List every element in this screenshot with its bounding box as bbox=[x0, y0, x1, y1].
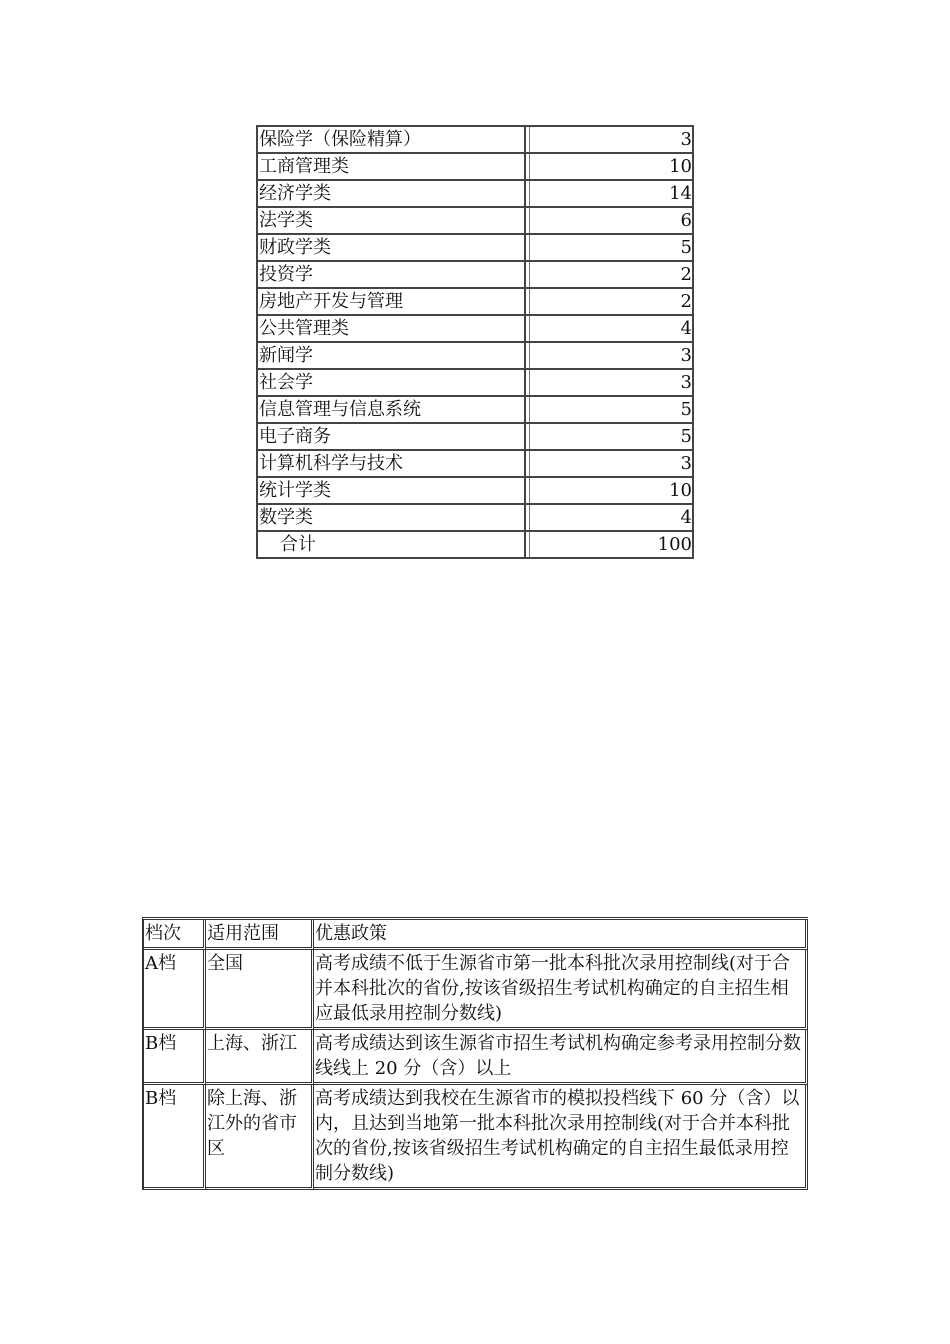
major-count: 4 bbox=[526, 505, 694, 532]
scope-cell: 全国 bbox=[206, 950, 314, 1030]
column-header-scope: 适用范围 bbox=[206, 920, 314, 950]
major-name: 新闻学 bbox=[258, 343, 526, 370]
table-row bbox=[258, 505, 694, 532]
major-quota-table bbox=[256, 125, 694, 559]
major-name: 社会学 bbox=[258, 370, 526, 397]
table-row bbox=[144, 1030, 808, 1085]
scope-cell: 上海、浙江 bbox=[206, 1030, 314, 1085]
level-cell: B档 bbox=[144, 1085, 206, 1190]
table-row bbox=[144, 1085, 808, 1190]
major-name: 公共管理类 bbox=[258, 316, 526, 343]
major-count: 4 bbox=[526, 316, 694, 343]
level-cell: A档 bbox=[144, 950, 206, 1030]
major-count: 3 bbox=[526, 343, 694, 370]
table-row bbox=[258, 235, 694, 262]
major-count: 3 bbox=[526, 451, 694, 478]
column-header-policy: 优惠政策 bbox=[314, 920, 808, 950]
major-name: 财政学类 bbox=[258, 235, 526, 262]
total-value: 100 bbox=[526, 532, 694, 559]
table-row bbox=[144, 950, 808, 1030]
major-name: 统计学类 bbox=[258, 478, 526, 505]
major-name: 经济学类 bbox=[258, 181, 526, 208]
major-name: 计算机科学与技术 bbox=[258, 451, 526, 478]
major-name: 投资学 bbox=[258, 262, 526, 289]
column-header-level: 档次 bbox=[144, 920, 206, 950]
major-count: 10 bbox=[526, 154, 694, 181]
table-row bbox=[258, 370, 694, 397]
total-row bbox=[258, 532, 694, 559]
scope-cell: 除上海、浙江外的省市区 bbox=[206, 1085, 314, 1190]
table-row bbox=[258, 289, 694, 316]
major-count: 6 bbox=[526, 208, 694, 235]
major-name: 数学类 bbox=[258, 505, 526, 532]
major-count: 5 bbox=[526, 397, 694, 424]
table-row bbox=[258, 127, 694, 154]
major-count: 5 bbox=[526, 235, 694, 262]
major-name: 法学类 bbox=[258, 208, 526, 235]
table-row bbox=[258, 478, 694, 505]
preferential-policy-table bbox=[142, 917, 808, 1190]
table-row bbox=[258, 208, 694, 235]
major-count: 3 bbox=[526, 127, 694, 154]
major-name: 保险学（保险精算） bbox=[258, 127, 526, 154]
total-label: 合计 bbox=[258, 532, 526, 559]
table-row bbox=[258, 424, 694, 451]
major-name: 电子商务 bbox=[258, 424, 526, 451]
table-row bbox=[258, 451, 694, 478]
policy-cell: 高考成绩不低于生源省市第一批本科批次录用控制线(对于合并本科批次的省份,按该省级招生考试机构确定的自主招生相应最低录用控制分数线) bbox=[314, 950, 808, 1030]
policy-cell: 高考成绩达到我校在生源省市的模拟投档线下 60 分（含）以内，且达到当地第一批本科批次录用控制线(对于合并本科批次的省份,按该省级招生考试机构确定的自主招生最低录用控制分数线) bbox=[314, 1085, 808, 1190]
major-name: 房地产开发与管理 bbox=[258, 289, 526, 316]
table-row bbox=[258, 181, 694, 208]
header-row bbox=[144, 920, 808, 950]
major-name: 信息管理与信息系统 bbox=[258, 397, 526, 424]
table-row bbox=[258, 154, 694, 181]
major-count: 5 bbox=[526, 424, 694, 451]
policy-cell: 高考成绩达到该生源省市招生考试机构确定参考录用控制分数线线上 20 分（含）以上 bbox=[314, 1030, 808, 1085]
major-count: 14 bbox=[526, 181, 694, 208]
major-count: 3 bbox=[526, 370, 694, 397]
table-row bbox=[258, 316, 694, 343]
level-cell: B档 bbox=[144, 1030, 206, 1085]
major-count: 10 bbox=[526, 478, 694, 505]
major-count: 2 bbox=[526, 262, 694, 289]
table-row bbox=[258, 397, 694, 424]
table-row bbox=[258, 343, 694, 370]
table-row bbox=[258, 262, 694, 289]
major-count: 2 bbox=[526, 289, 694, 316]
major-name: 工商管理类 bbox=[258, 154, 526, 181]
